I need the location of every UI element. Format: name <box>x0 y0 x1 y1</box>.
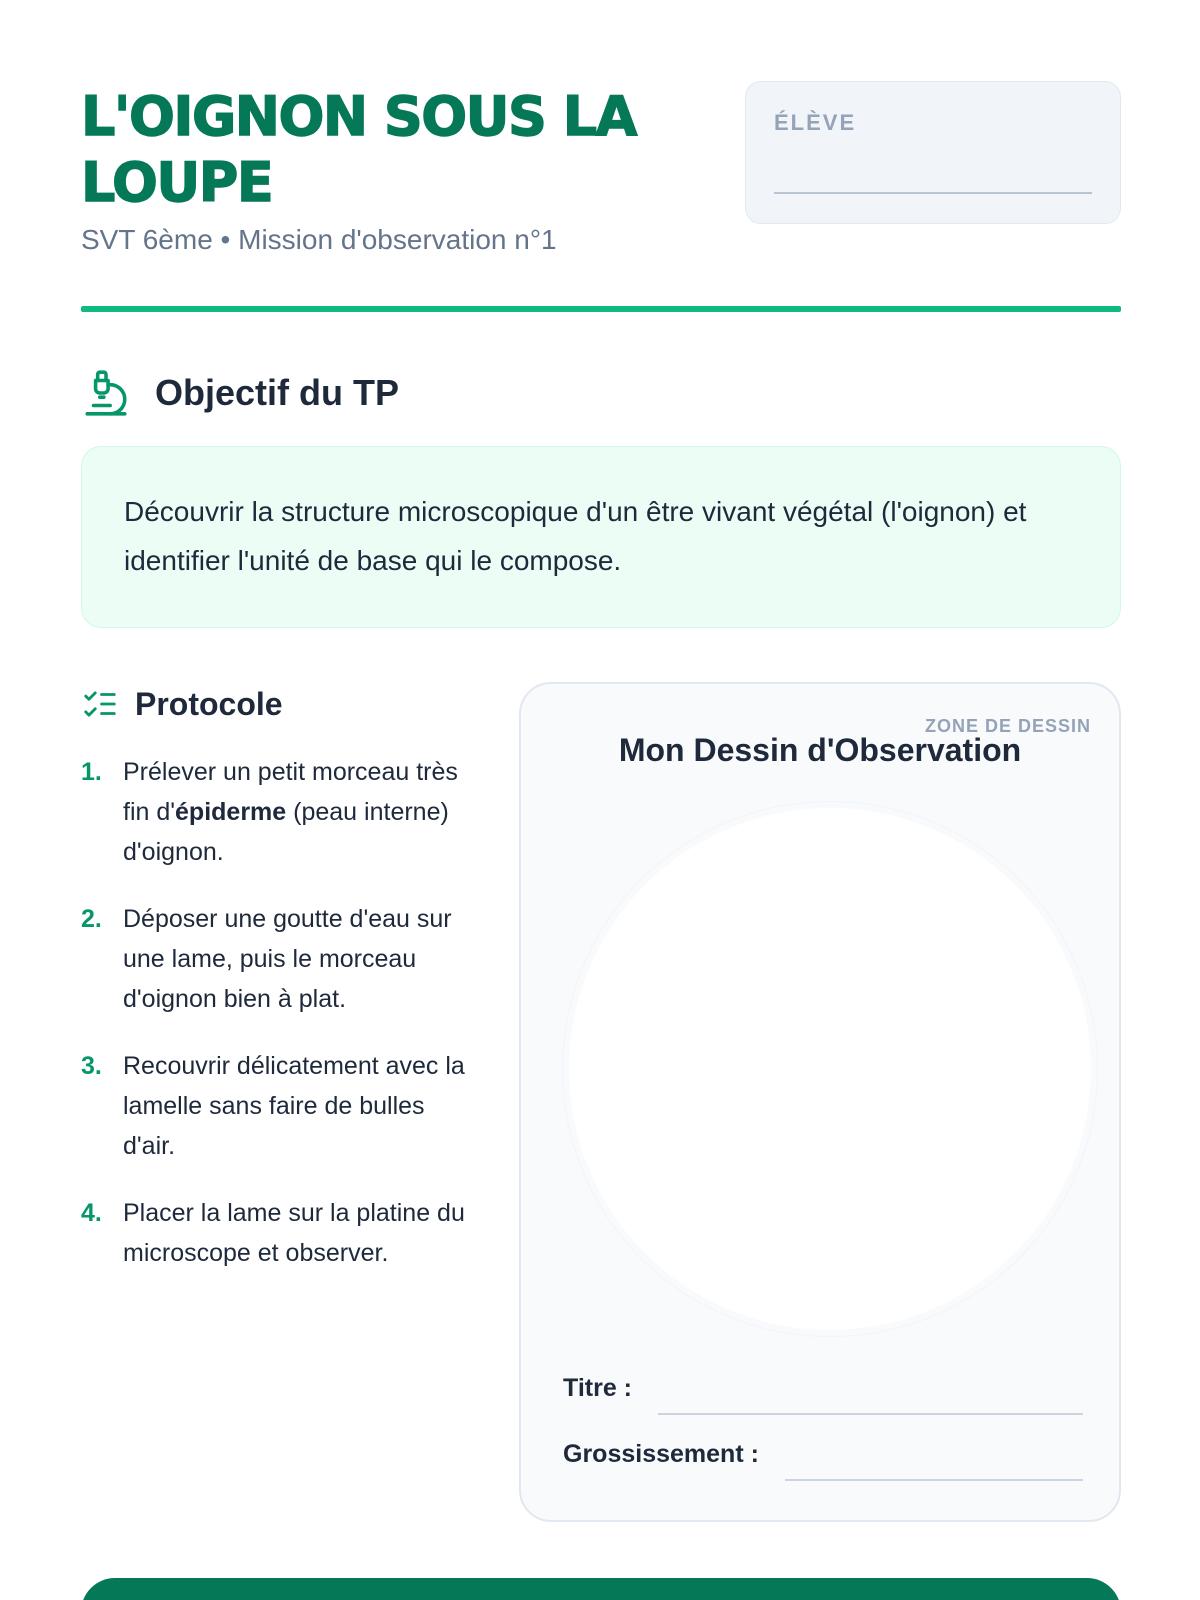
footer-banner <box>81 1578 1121 1600</box>
protocol-steps <box>81 752 481 1300</box>
step-text: Placer la lame sur la platine du microscope et observer. <box>123 1199 465 1267</box>
worksheet-page <box>81 0 1121 1600</box>
step-number: 1. <box>81 758 102 786</box>
step-text: Recouvrir délicatement avec la lamelle sans faire de bulles d'air. <box>123 1052 465 1160</box>
page-subtitle: SVT 6ème • Mission d'observation n°1 <box>81 224 557 255</box>
drawing-circle[interactable] <box>563 802 1097 1336</box>
drawing-title-field <box>563 1374 1083 1403</box>
drawing-zone-tag: ZONE DE DESSIN <box>924 716 1091 736</box>
objective-text: Découvrir la structure microscopique d'un être vivant végétal (l'oignon) et identifier l'unité de base qui le compose. <box>124 496 1027 576</box>
objective-heading: Objectif du TP <box>155 372 400 413</box>
header <box>81 84 1121 264</box>
protocol-step <box>81 1046 481 1166</box>
objective-box <box>81 446 1121 628</box>
protocol-heading-row <box>81 684 283 724</box>
step-text-end: (peau interne) d'oignon. <box>123 798 449 866</box>
protocol-step <box>81 1193 481 1273</box>
checklist-icon <box>81 685 119 723</box>
page-title: L'OIGNON SOUS LA LOUPE <box>81 85 636 214</box>
student-name-field[interactable] <box>774 192 1092 194</box>
drawing-title-input[interactable] <box>658 1413 1083 1415</box>
student-name-label: ÉLÈVE <box>774 110 857 135</box>
student-name-box <box>745 81 1121 224</box>
objective-heading-row <box>81 368 399 418</box>
drawing-title-label: Titre : <box>563 1374 632 1402</box>
step-text: Déposer une goutte d'eau sur une lame, puis le morceau d'oignon bien à plat. <box>123 905 452 1013</box>
magnification-label: Grossissement : <box>563 1440 759 1468</box>
protocol-step <box>81 899 481 1019</box>
microscope-icon <box>81 368 131 418</box>
magnification-input[interactable] <box>785 1479 1083 1481</box>
step-keyword: épiderme <box>175 798 287 826</box>
header-divider <box>81 306 1121 312</box>
drawing-card <box>519 682 1121 1522</box>
step-number: 4. <box>81 1199 102 1227</box>
drawing-title: Mon Dessin d'Observation <box>618 732 1022 768</box>
step-text: Prélever un petit morceau très fin d' <box>123 758 458 826</box>
step-number: 3. <box>81 1052 102 1080</box>
protocol-heading: Protocole <box>135 685 283 722</box>
protocol-step <box>81 752 481 872</box>
magnification-field <box>563 1440 1083 1469</box>
step-number: 2. <box>81 905 102 933</box>
